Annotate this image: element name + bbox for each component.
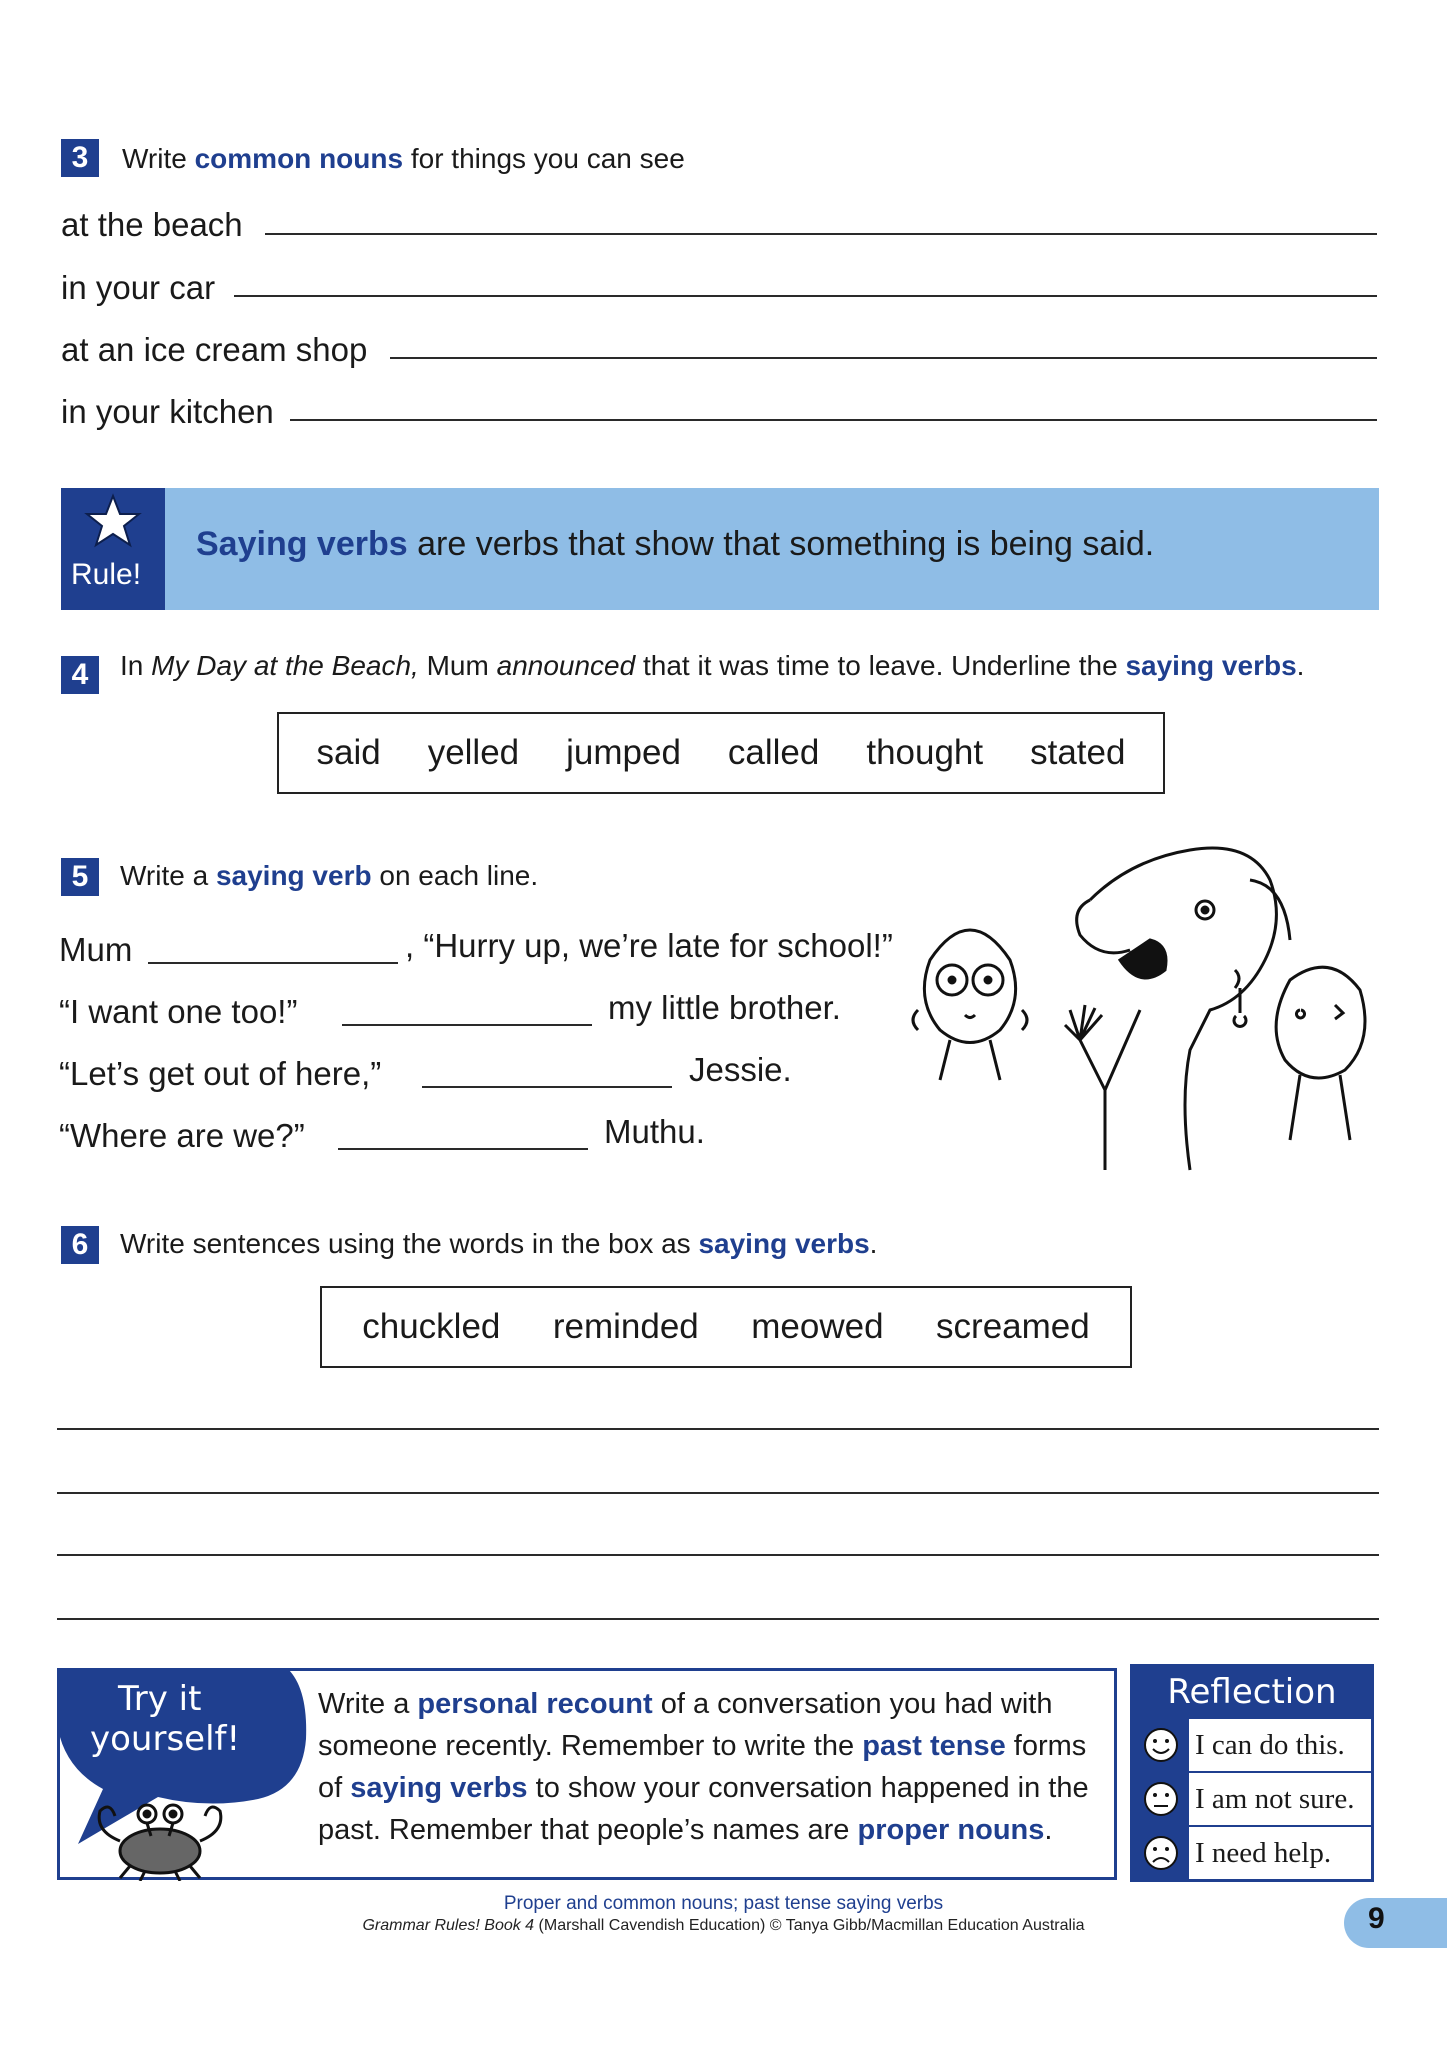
- try-it-yourself-panel: [57, 1668, 1117, 1880]
- word-chuckled[interactable]: chuckled: [362, 1307, 501, 1346]
- mum-figure: [1065, 848, 1290, 1170]
- q5-row-4-post: Muthu.: [604, 1113, 705, 1150]
- question-6-instruction: Write sentences using the words in the box as saying verbs.: [120, 1228, 878, 1259]
- reflection-option-unsure-label: I am not sure.: [1195, 1782, 1355, 1815]
- q6-word-box: [320, 1286, 1132, 1368]
- word-yelled[interactable]: yelled: [427, 733, 520, 772]
- footer-topic: Proper and common nouns; past tense saying verbs: [503, 1893, 944, 1914]
- reflection-title: Reflection: [1133, 1667, 1371, 1717]
- word-thought[interactable]: thought: [866, 733, 984, 772]
- q5-row-4-pre: “Where are we?”: [59, 1117, 305, 1154]
- girl-left-figure: [913, 930, 1027, 1080]
- word-stated[interactable]: stated: [1030, 733, 1126, 772]
- q3-prompt-kitchen: in your kitchen: [61, 393, 274, 430]
- q3-answer-line-car[interactable]: [234, 295, 1377, 297]
- reflection-option-need-help[interactable]: [1133, 1825, 1371, 1879]
- q3-prompt-beach: at the beach: [61, 206, 243, 243]
- reflection-option-confident-label: I can do this.: [1195, 1728, 1345, 1761]
- word-meowed[interactable]: meowed: [751, 1307, 884, 1346]
- try-bubble-line-1: Try it: [118, 1679, 202, 1719]
- neutral-face-icon: [1133, 1773, 1189, 1825]
- q6-writing-line-2[interactable]: [57, 1492, 1379, 1494]
- word-said[interactable]: said: [316, 733, 381, 772]
- q5-row-3-post: Jessie.: [689, 1051, 792, 1088]
- page-number: 9: [1368, 1902, 1385, 1935]
- word-reminded[interactable]: reminded: [552, 1307, 699, 1346]
- try-bubble-line-2: yourself!: [90, 1719, 241, 1759]
- q6-writing-line-1[interactable]: [57, 1428, 1379, 1430]
- question-5-instruction: Write a saying verb on each line.: [120, 860, 539, 891]
- star-icon: [83, 492, 143, 552]
- question-6-number: 6: [61, 1226, 99, 1264]
- q5-answer-line-4[interactable]: [338, 1148, 588, 1150]
- q4-word-box: [277, 712, 1165, 794]
- question-4-number: 4: [61, 656, 99, 694]
- rule-icon-panel: [61, 488, 165, 610]
- worried-face-icon: [1133, 1827, 1189, 1879]
- happy-face-icon: [1133, 1719, 1189, 1771]
- characters-illustration: [890, 840, 1380, 1180]
- page-number-tab: [1344, 1898, 1447, 1948]
- q5-answer-line-1[interactable]: [148, 962, 398, 964]
- q5-row-1-post: , “Hurry up, we’re late for school!”: [405, 927, 893, 964]
- q3-answer-line-beach[interactable]: [265, 233, 1377, 235]
- reflection-option-unsure[interactable]: [1133, 1771, 1371, 1825]
- question-4-instruction: In My Day at the Beach, Mum announced that it was time to leave. Underline the saying verbs.: [120, 650, 1305, 681]
- footer-credit: Grammar Rules! Book 4 (Marshall Cavendish Education) © Tanya Gibb/Macmillan Education Australia: [362, 1917, 1085, 1934]
- q3-prompt-ice-cream: at an ice cream shop: [61, 331, 368, 368]
- reflection-option-need-help-label: I need help.: [1195, 1836, 1332, 1869]
- rule-label: Rule!: [71, 558, 142, 591]
- reflection-option-confident[interactable]: [1133, 1717, 1371, 1771]
- q5-row-3-pre: “Let’s get out of here,”: [59, 1055, 382, 1092]
- question-3-number: 3: [61, 139, 99, 177]
- q5-row-1-pre: Mum: [59, 931, 133, 968]
- girl-right-figure: [1276, 967, 1365, 1140]
- q3-answer-line-ice-cream[interactable]: [390, 357, 1377, 359]
- reflection-panel: [1130, 1664, 1374, 1882]
- q5-answer-line-3[interactable]: [422, 1086, 672, 1088]
- question-3-instruction: Write common nouns for things you can see: [122, 143, 685, 174]
- q6-writing-line-4[interactable]: [57, 1618, 1379, 1620]
- word-jumped[interactable]: jumped: [566, 733, 681, 772]
- q3-prompt-car: in your car: [61, 269, 216, 306]
- try-instructions: Write a personal recount of a conversation you had with someone recently. Remember to write the past tense forms of saying verbs to show your conversation happened in the past. Remember that people’s names are proper nouns.: [318, 1688, 1089, 1846]
- crab-icon: [85, 1796, 235, 1881]
- q5-row-2-post: my little brother.: [608, 989, 841, 1026]
- word-screamed[interactable]: screamed: [936, 1307, 1090, 1346]
- q6-writing-line-3[interactable]: [57, 1554, 1379, 1556]
- q3-answer-line-kitchen[interactable]: [290, 419, 1377, 421]
- q5-answer-line-2[interactable]: [342, 1024, 592, 1026]
- q5-row-2-pre: “I want one too!”: [59, 993, 298, 1030]
- rule-text: Saying verbs are verbs that show that something is being said.: [196, 525, 1155, 563]
- word-called[interactable]: called: [727, 733, 820, 772]
- question-5-number: 5: [61, 858, 99, 896]
